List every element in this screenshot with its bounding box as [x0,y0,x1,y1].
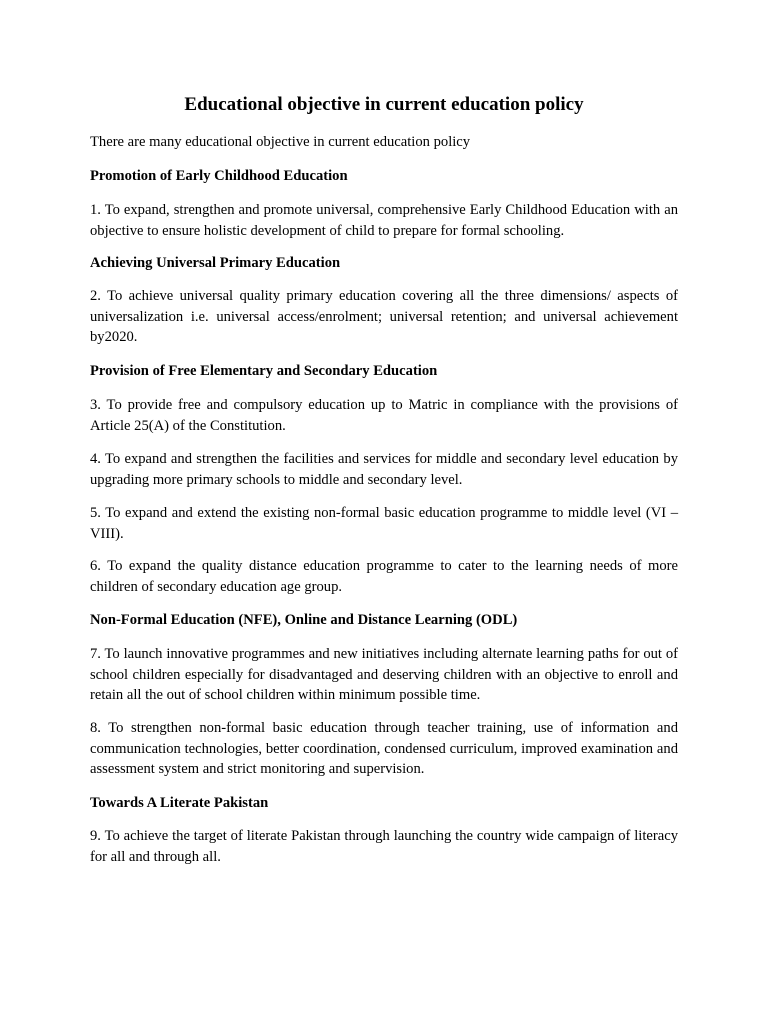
objective-9: 9. To achieve the target of literate Pakistan through launching the country wide campaign of literacy for all and through all. [90,828,678,865]
objective-2: 2. To achieve universal quality primary education covering all the three dimensions/ aspects of universalization i.e. universal access/enrolment; universal retention; and universal achievement by2020. [90,288,678,346]
objective-5: 5. To expand and extend the existing non-formal basic education programme to middle level (VI – VIII). [90,505,678,542]
objective-4: 4. To expand and strengthen the facilities and services for middle and secondary level education by upgrading more primary schools to middle and secondary level. [90,451,678,488]
section-heading-free-education: Provision of Free Elementary and Secondary Education [90,363,438,379]
section-heading-universal-primary: Achieving Universal Primary Education [90,255,341,271]
section-heading-nfe-odl: Non-Formal Education (NFE), Online and Distance Learning (ODL) [90,612,518,628]
objective-3: 3. To provide free and compulsory education up to Matric in compliance with the provisions of Article 25(A) of the Constitution. [90,397,678,434]
document-title: Educational objective in current education policy [184,94,584,115]
objective-6: 6. To expand the quality distance education programme to cater to the learning needs of more children of secondary education age group. [90,558,678,595]
objective-1: 1. To expand, strengthen and promote universal, comprehensive Early Childhood Education with an objective to ensure holistic development of child to prepare for formal schooling. [90,202,678,239]
section-heading-literate-pakistan: Towards A Literate Pakistan [90,795,269,811]
objective-7: 7. To launch innovative programmes and new initiatives including alternate learning paths for out of school children especially for disadvantaged and deserving children with an objective to enroll and retain all the out of school children within minimum possible time. [90,646,678,704]
objective-8: 8. To strengthen non-formal basic education through teacher training, use of information and communication technologies, better coordination, condensed curriculum, improved examination and assessment system and strict monitoring and supervision. [90,720,678,778]
intro-paragraph: There are many educational objective in current education policy [90,134,471,150]
section-heading-early-childhood: Promotion of Early Childhood Education [90,168,348,184]
